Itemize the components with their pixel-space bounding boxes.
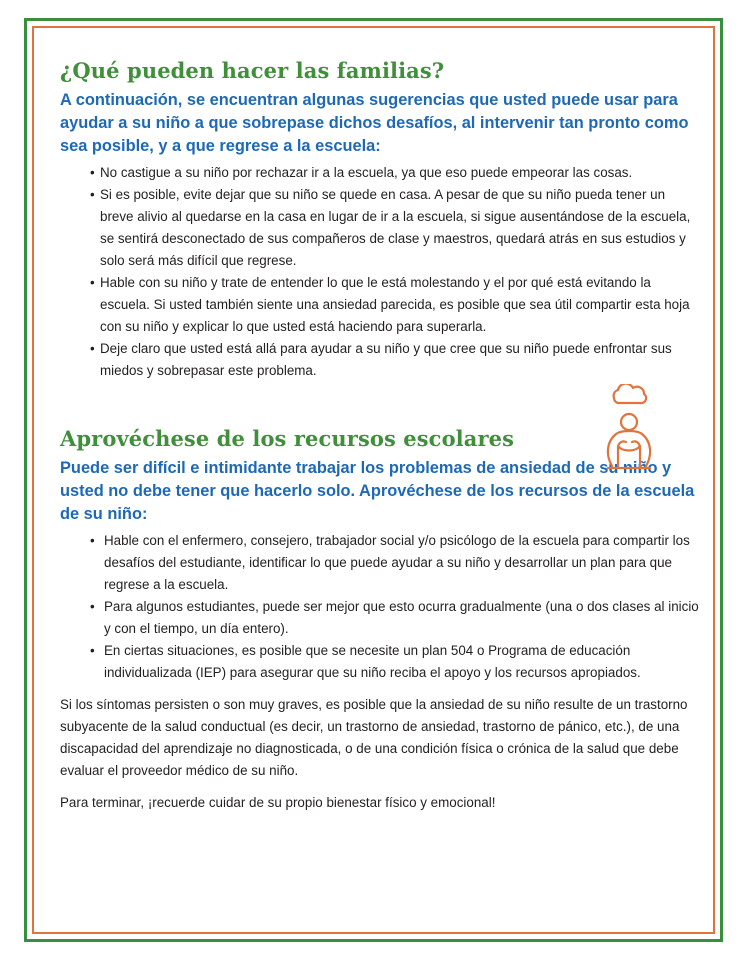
bullet: • (90, 187, 95, 202)
bullet: • (90, 165, 95, 180)
section2-list (60, 530, 700, 684)
list-item: • Hable con el enfermero, consejero, trabajador social y/o psicólogo de la escuela para compartir los desafíos del estudiante, identificar lo que puede ayudar a su niño y desarrollar un plan para que regrese a la escuela. (60, 530, 700, 596)
section2 (60, 426, 700, 814)
paragraph-closing: Para terminar, ¡recuerde cuidar de su propio bienestar físico y emocional! (60, 795, 496, 810)
section1-title: ¿Qué pueden hacer las familias? (60, 58, 445, 83)
list-item: • Si es posible, evite dejar que su niño se quede en casa. A pesar de que su niño pueda tener un breve alivio al quedarse en la casa en lugar de ir a la escuela, si sigue ausentándose de la escuela, se sentirá desconectado de sus compañeros de clase y maestros, quedará atrás en sus estudios y solo será más difícil que regrese. (60, 184, 700, 272)
section1-lead: A continuación, se encuentran algunas sugerencias que usted puede usar para ayudar a su niño a que sobrepase dichos desafíos, al intervenir tan pronto como sea posible, y a que regrese a la escuela: (60, 91, 689, 155)
list-item: • No castigue a su niño por rechazar ir a la escuela, ya que eso puede empeorar las cosas. (60, 162, 700, 184)
section2-title: Aprovéchese de los recursos escolares (60, 426, 515, 451)
bullet: • (90, 341, 95, 356)
paragraph-persisting-symptoms: Si los síntomas persisten o son muy graves, es posible que la ansiedad de su niño resulte de un trastorno subyacente de la salud conductual (es decir, un trastorno de ansiedad, trastorno de pánico, etc.), de una discapacidad del aprendizaje no diagnosticada, o de una condición física o crónica de la salud que debe evaluar el proveedor médico de su niño. (60, 697, 688, 778)
section1-list (60, 162, 700, 382)
list-item: • Deje claro que usted está allá para ayudar a su niño y que cree que su niño puede enfrontar sus miedos y sobrepasar este problema. (60, 338, 700, 382)
bullet: • (90, 643, 95, 658)
bullet: • (90, 599, 95, 614)
list-item: • En ciertas situaciones, es posible que se necesite un plan 504 o Programa de educación individualizada (IEP) para asegurar que su niño reciba el apoyo y los recursos apropiados. (60, 640, 700, 684)
worried-child-cloud-icon (588, 384, 670, 476)
list-item: • Hable con su niño y trate de entender lo que le está molestando y el por qué está evitando la escuela. Si usted también siente una ansiedad parecida, es posible que sea útil compartir esta hoja con su niño y explicar lo que usted está haciendo para superarla. (60, 272, 700, 338)
section2-lead: Puede ser difícil e intimidante trabajar los problemas de ansiedad de su niño y usted no debe tener que hacerlo solo. Aprovéchese de los recursos de la escuela de su niño: (60, 459, 695, 523)
bullet: • (90, 275, 95, 290)
bullet: • (90, 533, 95, 548)
list-item: • Para algunos estudiantes, puede ser mejor que esto ocurra gradualmente (una o dos clases al inicio y con el tiempo, un día entero). (60, 596, 700, 640)
